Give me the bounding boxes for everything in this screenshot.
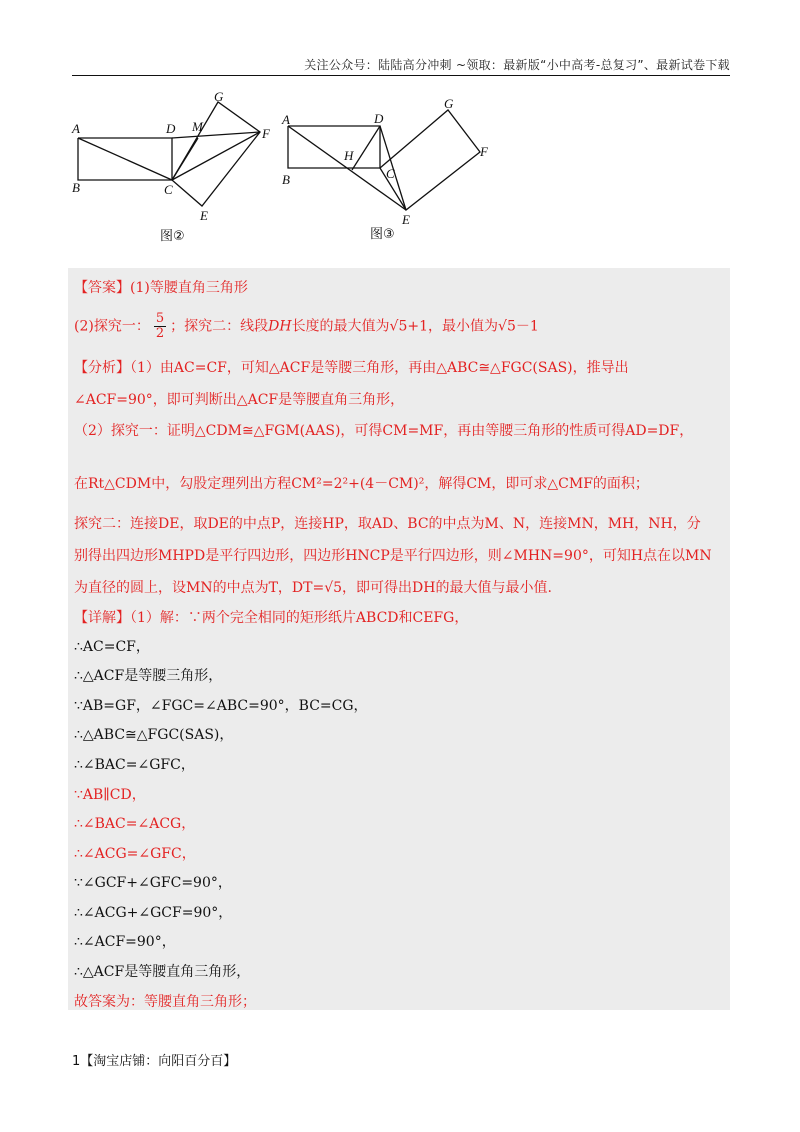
answer-line-2 — [74, 312, 539, 341]
detail-step: ∴∠ACF=90°， — [74, 934, 176, 950]
answer-part-2-text: ；探究二：线段 — [170, 318, 269, 335]
fig2-line-cm — [172, 138, 198, 180]
analysis-line-4: 在Rt△CDM中，勾股定理列出方程CM²=2²+(4－CM)²，解得CM，即可求△CMF的面积； — [74, 476, 649, 492]
detail-step: ∵AB∥CD， — [74, 787, 146, 803]
answer-fraction — [154, 312, 166, 341]
fig2-label-f: F — [262, 126, 270, 141]
fig2-line-ac — [78, 138, 172, 180]
fig3-label-f: F — [480, 144, 488, 159]
solution-panel — [68, 268, 730, 1010]
fig3-caption: 图③ — [370, 227, 395, 242]
page-header: 关注公众号：陆陆高分冲刺 ~领取：最新版“小中高考-总复习”、最新试卷下载 — [304, 58, 730, 72]
detail-step: ∴∠ACG=∠GFC， — [74, 846, 196, 862]
figure-3 — [288, 110, 480, 210]
fig3-label-a: A — [282, 112, 290, 127]
answer-tag: 【答案】 — [74, 280, 130, 296]
page-footer: 1【淘宝店铺：向阳百分百】 — [72, 1054, 237, 1069]
detail-step: ∴△ACF是等腰三角形， — [74, 668, 223, 684]
fraction-numerator: 5 — [155, 311, 165, 326]
header-rule — [72, 75, 730, 76]
answer-part-2-range: 长度的最大值为√5+1，最小值为√5－1 — [291, 318, 539, 335]
answer-part-2-label: (2)探究一： — [74, 318, 150, 335]
fig2-caption: 图② — [160, 229, 185, 244]
analysis-text-1: （1）由AC=CF，可知△ACF是等腰三角形，再由△ABC≅△FGC(SAS)，推导出 — [130, 360, 629, 376]
detail-step: ∴∠BAC=∠GFC， — [74, 757, 195, 773]
fig3-label-c: C — [386, 166, 395, 181]
fig2-line-cf — [172, 132, 260, 180]
fraction-denominator: 2 — [155, 326, 165, 341]
fig2-label-g: G — [214, 89, 224, 104]
figure-3-labels — [281, 96, 489, 227]
detail-tag: 【详解】 — [74, 610, 130, 626]
answer-line-1 — [74, 278, 248, 298]
fig3-label-e: E — [402, 212, 410, 227]
detail-step: ∴∠BAC=∠ACG， — [74, 816, 196, 832]
detail-intro: （1）解：∵两个完全相同的矩形纸片ABCD和CEFG， — [130, 610, 469, 626]
answer-part-1: (1)等腰直角三角形 — [130, 280, 248, 296]
detail-step: ∴AC=CF， — [74, 639, 150, 655]
fig3-line-dh — [352, 126, 380, 170]
detail-step: ∵AB=GF，∠FGC=∠ABC=90°，BC=CG， — [74, 698, 368, 714]
fig2-label-m: M — [192, 119, 203, 134]
fig2-rect-cefg — [172, 102, 260, 206]
detail-step: ∴∠ACG+∠GCF=90°， — [74, 905, 233, 921]
analysis-line-3: （2）探究一：证明△CDM≅△FGM(AAS)，可得CM=MF，再由等腰三角形的性质可得AD=DF， — [74, 423, 694, 439]
analysis-line-6: 别得出四边形MHPD是平行四边形，四边形HNCP是平行四边形，则∠MHN=90°，可知H点在以MN — [74, 548, 712, 564]
fig2-label-e: E — [200, 208, 208, 223]
detail-step: ∴△ACF是等腰直角三角形， — [74, 964, 251, 980]
fig3-label-g: G — [444, 96, 454, 111]
detail-step: ∴△ABC≅△FGC(SAS)， — [74, 727, 234, 743]
answer-segment-dh: DH — [268, 318, 292, 335]
analysis-line-2: ∠ACF=90°，即可判断出△ACF是等腰直角三角形， — [74, 392, 405, 408]
fig2-label-a: A — [72, 121, 80, 136]
analysis-tag: 【分析】 — [74, 360, 130, 376]
geometry-figures — [68, 88, 548, 248]
detail-line-0 — [74, 608, 468, 628]
detail-step: 故答案为：等腰直角三角形； — [74, 994, 256, 1010]
fig2-label-b: B — [72, 180, 80, 195]
fig3-label-b: B — [282, 172, 290, 187]
analysis-line-1 — [74, 358, 629, 378]
fig3-label-d: D — [374, 111, 384, 126]
fig2-label-d: D — [166, 121, 176, 136]
fig2-line-df — [172, 132, 260, 138]
fig3-label-h: H — [344, 148, 354, 163]
analysis-line-7: 为直径的圆上，设MN的中点为T，DT=√5，即可得出DH的最大值与最小值. — [74, 580, 552, 596]
analysis-line-5: 探究二：连接DE，取DE的中点P，连接HP，取AD、BC的中点为M、N，连接MN，MH，NH，分 — [74, 516, 701, 532]
fig2-label-c: C — [164, 182, 173, 197]
fig3-rect-cefg — [380, 110, 480, 210]
detail-step: ∵∠GCF+∠GFC=90°， — [74, 875, 232, 891]
